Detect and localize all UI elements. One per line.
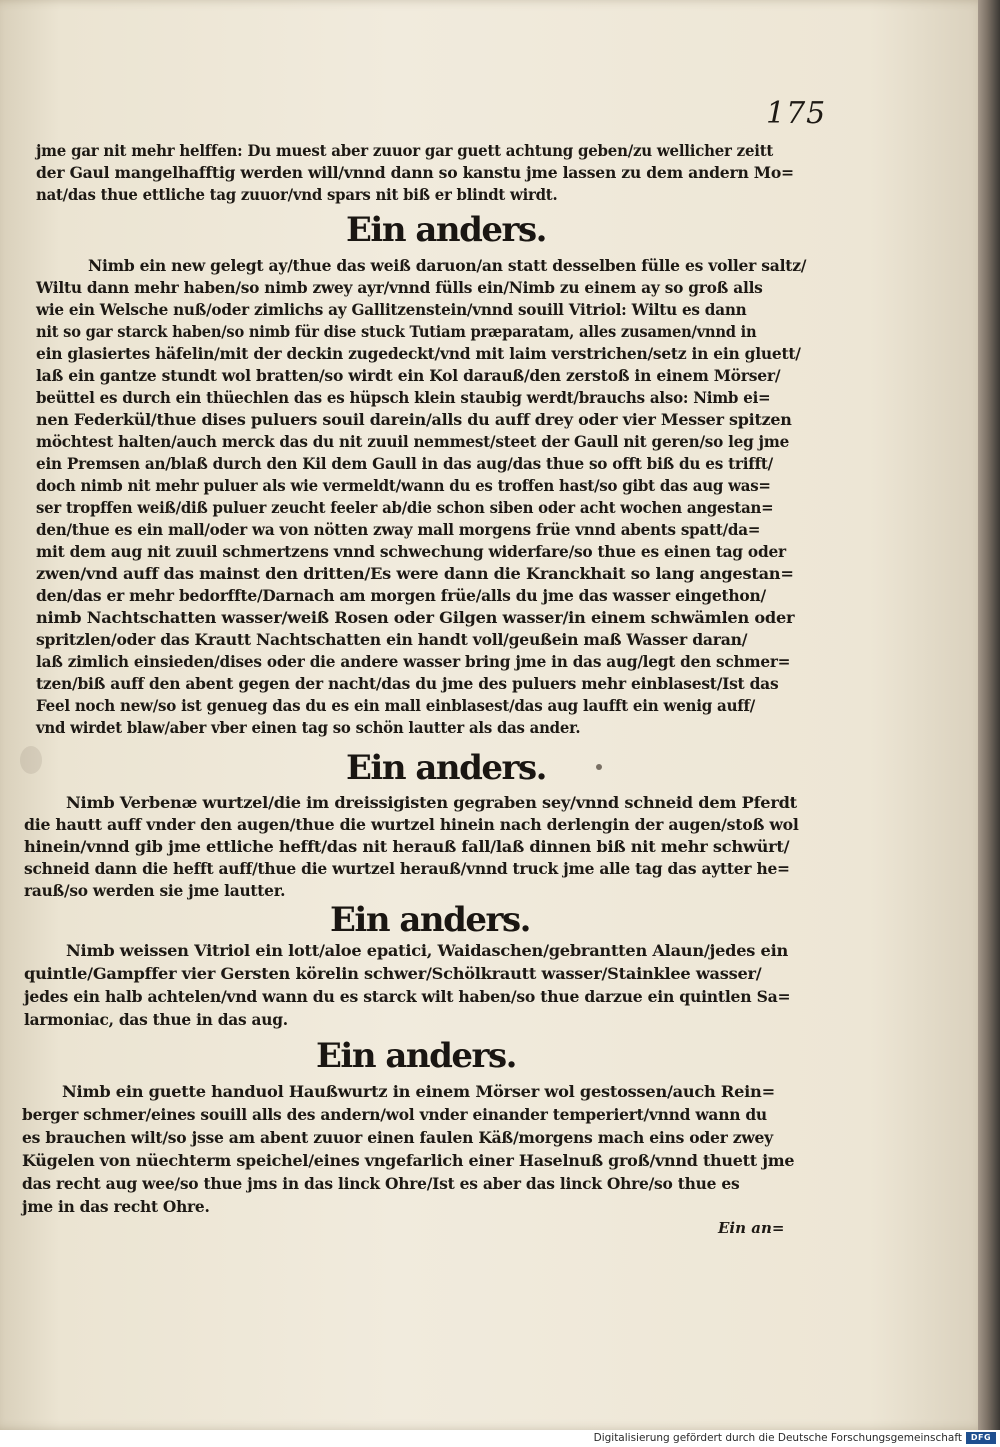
text-line: Nimb ein guette handuol Haußwurtz in einem Mörser wol gestossen/auch Rein= [62, 1082, 775, 1101]
text-line: ein Premsen an/blaß durch den Kil dem Gaull in das aug/das thue so offt biß du es trifft/ [36, 454, 774, 473]
text-line: tzen/biß auff den abent gegen der nacht/das du jme des puluers mehr einblasest/Ist das [36, 674, 779, 693]
text-line: wie ein Welsche nuß/oder zimlichs ay Gallitzenstein/vnnd souill Vitriol: Wiltu es dann [36, 300, 747, 319]
text-line: nit so gar starck haben/so nimb für dise stuck Tutiam præparatam, alles zusamen/vnnd in [36, 322, 757, 341]
text-line: ein glasiertes häfelin/mit der deckin zugedeckt/vnd mit laim verstrichen/setz in ein gluett/ [36, 344, 801, 363]
text-line: nimb Nachtschatten wasser/weiß Rosen oder Gilgen wasser/in einem schwämlen oder [36, 608, 795, 627]
text-line: rauß/so werden sie jme lautter. [24, 881, 286, 900]
text-line: berger schmer/eines souill alls des andern/wol vnder einander temperiert/vnnd wann du [22, 1105, 767, 1124]
dfg-logo: DFG [966, 1432, 996, 1444]
text-line: möchtest halten/auch merck das du nit zuuil nemmest/steet der Gaull nit geren/so leg jme [36, 432, 790, 451]
text-line: Feel noch new/so ist genueg das du es ein mall einblasest/das aug laufft ein wenig auff/ [36, 696, 756, 715]
section-heading: Ein anders. [346, 210, 546, 250]
text-line: den/das er mehr bedorffte/Darnach am morgen früe/alls du jme das wasser eingethon/ [36, 586, 766, 605]
text-line: spritzlen/oder das Krautt Nachtschatten ein handt voll/geußein maß Wasser daran/ [36, 630, 748, 649]
section-heading: Ein anders. [330, 900, 530, 940]
text-line: doch nimb nit mehr puluer als wie vermeldt/wann du es troffen hast/so gibt das aug was= [36, 476, 771, 495]
text-line: quintle/Gampffer vier Gersten körelin schwer/Schölkrautt wasser/Stainklee wasser/ [24, 964, 762, 983]
text-line: hinein/vnnd gib jme ettliche hefft/das nit herauß fall/laß dinnen biß nit mehr schwürt/ [24, 837, 790, 856]
text-line: Kügelen von nüechterm speichel/eines vngefarlich einer Haselnuß groß/vnnd thuett jme [22, 1151, 795, 1170]
text-line: Nimb Verbenæ wurtzel/die im dreissigisten gegraben sey/vnnd schneid dem Pferdt [66, 793, 797, 812]
text-line: den/thue es ein mall/oder wa von nötten zway mall morgens früe vnnd abents spatt/da= [36, 520, 761, 539]
page-edge [978, 0, 1000, 1430]
text-line: mit dem aug nit zuuil schmertzens vnnd schwechung widerfare/so thue es einen tag oder [36, 542, 786, 561]
text-line: das recht aug wee/so thue jms in das linck Ohre/Ist es aber das linck Ohre/so thue es [22, 1174, 740, 1193]
text-line: es brauchen wilt/so jsse am abent zuuor einen faulen Käß/morgens mach eins oder zwey [22, 1128, 773, 1147]
text-line: jme in das recht Ohre. [22, 1197, 210, 1216]
text-line: nen Federkül/thue dises puluers souil darein/alls du auff drey oder vier Messer spitzen [36, 410, 792, 429]
section-heading: Ein anders. [346, 748, 546, 788]
page-number: 175 [766, 96, 827, 131]
text-line: ser tropffen weiß/diß puluer zeucht feeler ab/die schon siben oder acht wochen angestan= [36, 498, 774, 517]
text-line: jedes ein halb achtelen/vnd wann du es starck wilt haben/so thue darzue ein quintlen Sa= [24, 987, 791, 1006]
text-line: Wiltu dann mehr haben/so nimb zwey ayr/vnnd fülls ein/Nimb zu einem ay so groß alls [36, 278, 763, 297]
text-line: die hautt auff vnder den augen/thue die wurtzel hinein nach derlengin der augen/stoß wol [24, 815, 799, 834]
text-line: Nimb ein new gelegt ay/thue das weiß daruon/an statt desselben fülle es voller saltz/ [88, 256, 807, 275]
paper-stain [20, 746, 42, 774]
text-line: nat/das thue ettliche tag zuuor/vnd spars nit biß er blindt wirdt. [36, 185, 558, 204]
funding-note: Digitalisierung gefördert durch die Deutsche Forschungsgemeinschaft [593, 1432, 962, 1444]
text-line: larmoniac, das thue in das aug. [24, 1010, 288, 1029]
text-line: beüttel es durch ein thüechlen das es hüpsch klein staubig werdt/brauchs also: Nimb ei= [36, 388, 771, 407]
text-line: Nimb weissen Vitriol ein lott/aloe epatici, Waidaschen/gebrantten Alaun/jedes ein [66, 941, 789, 960]
text-line: laß zimlich einsieden/dises oder die andere wasser bring jme in das aug/legt den schmer= [36, 652, 791, 671]
text-line: laß ein gantze stundt wol bratten/so wirdt ein Kol darauß/den zerstoß in einem Mörser/ [36, 366, 781, 385]
text-line: der Gaul mangelhafftig werden will/vnnd dann so kanstu jme lassen zu dem andern Mo= [36, 163, 794, 182]
paper-stain [596, 764, 602, 770]
text-line: jme gar nit mehr helffen: Du muest aber zuuor gar guett achtung geben/zu wellicher zeitt [36, 141, 774, 160]
text-line: schneid dann die hefft auff/thue die wurtzel herauß/vnnd truck jme alle tag das aytter he= [24, 859, 790, 878]
text-line: vnd wirdet blaw/aber vber einen tag so schön lautter als das ander. [36, 718, 581, 737]
text-line: zwen/vnd auff das mainst den dritten/Es were dann die Kranckhait so lang angestan= [36, 564, 794, 583]
section-heading: Ein anders. [316, 1036, 516, 1076]
catchword: Ein an= [718, 1219, 785, 1237]
